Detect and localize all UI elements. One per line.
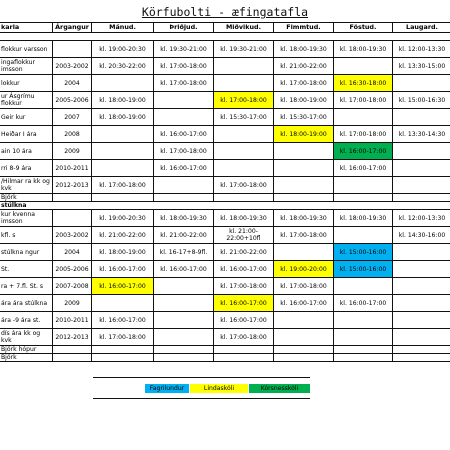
group-cell: Geir kur <box>0 109 53 126</box>
group-cell: Björk <box>0 354 53 362</box>
legend-lindaskoli: Lindaskóli <box>190 384 248 393</box>
year-cell <box>53 210 92 227</box>
table-row <box>0 143 450 160</box>
table-row <box>0 354 450 362</box>
table-row <box>0 295 450 312</box>
slot-monday <box>92 143 154 160</box>
slot-friday: kl. 15:00-16:00 <box>334 261 393 278</box>
group-cell: ingaflokkur imsson <box>0 58 53 75</box>
year-cell: 2004 <box>53 244 92 261</box>
slot-friday: kl. 15:00-16:00 <box>334 244 393 261</box>
year-cell <box>53 41 92 58</box>
table-row <box>0 58 450 75</box>
table-row <box>0 278 450 295</box>
header-saturday: Laugard. <box>393 23 450 33</box>
slot-wednesday: kl. 21:00- 22:00+10fl <box>214 227 274 244</box>
slot-tuesday <box>154 92 214 109</box>
slot-friday <box>334 177 393 194</box>
slot-wednesday <box>214 194 274 202</box>
slot-monday: kl. 18:00-19:00 <box>92 109 154 126</box>
slot-saturday <box>393 261 450 278</box>
slot-tuesday <box>154 346 214 354</box>
year-cell: 2012-2013 <box>53 177 92 194</box>
group-cell: rri 8-9 ára <box>0 160 53 177</box>
slot-tuesday: kl. 18:00-19:30 <box>154 210 214 227</box>
year-cell: 2008 <box>53 126 92 143</box>
slot-monday: kl. 16:00-17:00 <box>92 278 154 295</box>
slot-monday: kl. 16:00-17:00 <box>92 261 154 278</box>
group-cell: stúlkna ngur <box>0 244 53 261</box>
slot-monday: kl. 18:00-19:00 <box>92 92 154 109</box>
slot-friday: kl. 16:00-17:00 <box>334 143 393 160</box>
slot-saturday <box>393 346 450 354</box>
legend-korsnesskoli: Kórsnesskóli <box>249 384 310 393</box>
group-cell: flokkur varsson <box>0 41 53 58</box>
table-row <box>0 194 450 202</box>
slot-saturday <box>393 194 450 202</box>
slot-saturday <box>393 295 450 312</box>
year-cell: 2003-2002 <box>53 58 92 75</box>
year-cell: 2007 <box>53 109 92 126</box>
slot-saturday <box>393 177 450 194</box>
slot-friday: kl. 18:00-19:30 <box>334 41 393 58</box>
slot-wednesday <box>214 75 274 92</box>
slot-tuesday: kl. 16-17+8-9fl. <box>154 244 214 261</box>
slot-thursday: kl. 21:00-22:00 <box>274 58 334 75</box>
slot-monday: kl. 21:00-22:00 <box>92 227 154 244</box>
table-row <box>0 75 450 92</box>
slot-monday <box>92 295 154 312</box>
slot-tuesday: kl. 17:00-18:00 <box>154 58 214 75</box>
slot-friday: kl. 17:00-18:00 <box>334 126 393 143</box>
slot-monday <box>92 126 154 143</box>
year-cell <box>53 194 92 202</box>
slot-thursday <box>274 312 334 329</box>
slot-tuesday: kl. 19:30-21:00 <box>154 41 214 58</box>
slot-thursday: kl. 15:30-17:00 <box>274 109 334 126</box>
table-row <box>0 109 450 126</box>
legend <box>93 377 310 399</box>
group-cell: Björk hópur <box>0 346 53 354</box>
group-cell: Heiðar I ára <box>0 126 53 143</box>
slot-saturday <box>393 160 450 177</box>
slot-tuesday: kl. 21:00-22:00 <box>154 227 214 244</box>
slot-saturday <box>393 329 450 346</box>
table-row <box>0 41 450 58</box>
slot-friday: kl. 16:00-17:00 <box>334 160 393 177</box>
slot-tuesday <box>154 194 214 202</box>
slot-friday: kl. 16:30-18:00 <box>334 75 393 92</box>
slot-monday: kl. 19:00-20:30 <box>92 41 154 58</box>
slot-thursday <box>274 143 334 160</box>
slot-monday <box>92 75 154 92</box>
slot-friday <box>334 354 393 362</box>
year-cell: 2010-2011 <box>53 312 92 329</box>
slot-tuesday: kl. 17:00-18:00 <box>154 143 214 160</box>
slot-saturday <box>393 75 450 92</box>
slot-friday <box>334 227 393 244</box>
slot-thursday <box>274 177 334 194</box>
header-monday: Mánud. <box>92 23 154 33</box>
slot-thursday: kl. 16:00-17:00 <box>274 295 334 312</box>
group-cell: ain 10 ára <box>0 143 53 160</box>
schedule-body <box>0 33 450 362</box>
slot-thursday: kl. 19:00-20:00 <box>274 261 334 278</box>
slot-monday: kl. 19:00-20:30 <box>92 210 154 227</box>
slot-tuesday: kl. 16:00-17:00 <box>154 126 214 143</box>
slot-wednesday: kl. 18:00-19:30 <box>214 210 274 227</box>
header-group: karla <box>0 23 53 33</box>
slot-friday <box>334 109 393 126</box>
section-row <box>0 33 450 41</box>
slot-monday: kl. 17:00-18:00 <box>92 329 154 346</box>
slot-tuesday <box>154 329 214 346</box>
slot-tuesday <box>154 312 214 329</box>
year-cell: 2012-2013 <box>53 329 92 346</box>
slot-saturday <box>393 312 450 329</box>
legend-fagrilundur: Fagrilundur <box>145 384 189 393</box>
slot-friday: kl. 17:00-18:00 <box>334 92 393 109</box>
slot-wednesday: kl. 15:30-17:00 <box>214 109 274 126</box>
slot-wednesday: kl. 17:00-18:00 <box>214 177 274 194</box>
slot-friday: kl. 16:00-17:00 <box>334 295 393 312</box>
year-cell: 2010-2011 <box>53 160 92 177</box>
slot-thursday: kl. 18:00-19:00 <box>274 126 334 143</box>
slot-thursday <box>274 160 334 177</box>
year-cell: 2005-2006 <box>53 92 92 109</box>
slot-friday <box>334 346 393 354</box>
slot-monday: kl. 18:00-19:00 <box>92 244 154 261</box>
slot-tuesday: kl. 16:00-17:00 <box>154 160 214 177</box>
slot-saturday: kl. 14:30-16:00 <box>393 227 450 244</box>
slot-wednesday <box>214 143 274 160</box>
year-cell: 2004 <box>53 75 92 92</box>
table-row <box>0 92 450 109</box>
header-tuesday: Þriðjud. <box>154 23 214 33</box>
slot-wednesday <box>214 126 274 143</box>
slot-monday <box>92 346 154 354</box>
year-cell: 2003-2002 <box>53 227 92 244</box>
table-row <box>0 160 450 177</box>
slot-saturday <box>393 143 450 160</box>
slot-tuesday: kl. 16:00-17:00 <box>154 261 214 278</box>
slot-tuesday: kl. 17:00-18:00 <box>154 75 214 92</box>
table-row <box>0 210 450 227</box>
table-row <box>0 126 450 143</box>
slot-tuesday <box>154 278 214 295</box>
slot-wednesday: kl. 17:00-18:00 <box>214 92 274 109</box>
slot-wednesday: kl. 19:30-21:00 <box>214 41 274 58</box>
slot-saturday: kl. 12:00-13:30 <box>393 210 450 227</box>
header-thursday: Fimmtud. <box>274 23 334 33</box>
year-cell: 2009 <box>53 143 92 160</box>
slot-saturday: kl. 13:30-14:30 <box>393 126 450 143</box>
group-cell: Björk <box>0 194 53 202</box>
slot-saturday: kl. 13:30-15:00 <box>393 58 450 75</box>
table-row <box>0 329 450 346</box>
table-row <box>0 227 450 244</box>
slot-thursday: kl. 17:00-18:00 <box>274 227 334 244</box>
page-title: Körfubolti - æfingatafla <box>141 5 309 19</box>
slot-saturday: kl. 15:00-16:30 <box>393 92 450 109</box>
group-cell: kur kvenna imsson <box>0 210 53 227</box>
table-row <box>0 261 450 278</box>
year-cell: 2007-2008 <box>53 278 92 295</box>
group-cell: kfl. s <box>0 227 53 244</box>
slot-saturday <box>393 354 450 362</box>
slot-thursday <box>274 194 334 202</box>
table-row <box>0 312 450 329</box>
slot-monday <box>92 194 154 202</box>
year-cell <box>53 346 92 354</box>
year-cell: 2009 <box>53 295 92 312</box>
header-row <box>0 23 450 33</box>
slot-thursday: kl. 17:00-18:00 <box>274 278 334 295</box>
header-year: Árgangur <box>53 23 92 33</box>
header-friday: Föstud. <box>334 23 393 33</box>
table-row <box>0 244 450 261</box>
section-label <box>0 33 450 41</box>
slot-wednesday: kl. 21:00-22:00 <box>214 244 274 261</box>
year-cell: 2005-2006 <box>53 261 92 278</box>
slot-saturday: kl. 12:00-13:30 <box>393 41 450 58</box>
slot-tuesday <box>154 295 214 312</box>
slot-friday <box>334 312 393 329</box>
slot-friday <box>334 329 393 346</box>
slot-thursday <box>274 329 334 346</box>
slot-tuesday <box>154 177 214 194</box>
slot-monday <box>92 160 154 177</box>
schedule-table <box>0 22 450 362</box>
section-row <box>0 202 450 210</box>
group-cell: ára -9 ára st. <box>0 312 53 329</box>
slot-wednesday <box>214 58 274 75</box>
table-row <box>0 177 450 194</box>
slot-monday: kl. 17:00-18:00 <box>92 177 154 194</box>
slot-saturday <box>393 109 450 126</box>
slot-thursday <box>274 354 334 362</box>
year-cell <box>53 354 92 362</box>
group-cell: lokkur <box>0 75 53 92</box>
slot-monday: kl. 16:00-17:00 <box>92 312 154 329</box>
slot-tuesday <box>154 354 214 362</box>
slot-wednesday: kl. 17:00-18:00 <box>214 278 274 295</box>
group-cell: ára ára stúlkna <box>0 295 53 312</box>
header-wednesday: Miðvikud. <box>214 23 274 33</box>
slot-friday <box>334 278 393 295</box>
slot-wednesday: kl. 17:00-18:00 <box>214 329 274 346</box>
group-cell: ur Ásgrímu flokkur <box>0 92 53 109</box>
slot-friday: kl. 18:00-19:30 <box>334 210 393 227</box>
section-label: stúlkna <box>0 202 450 210</box>
slot-saturday <box>393 278 450 295</box>
slot-wednesday: kl. 16:00-17:00 <box>214 312 274 329</box>
group-cell: St. <box>0 261 53 278</box>
slot-thursday: kl. 17:00-18:00 <box>274 75 334 92</box>
slot-monday <box>92 354 154 362</box>
group-cell: /Hilmar ra kk og kvk <box>0 177 53 194</box>
group-cell: ra + 7.fl. St. s <box>0 278 53 295</box>
slot-thursday: kl. 18:00-19:30 <box>274 41 334 58</box>
table-row <box>0 346 450 354</box>
slot-thursday <box>274 244 334 261</box>
slot-friday <box>334 58 393 75</box>
slot-thursday <box>274 346 334 354</box>
slot-thursday: kl. 18:00-19:30 <box>274 210 334 227</box>
slot-monday: kl. 20:30-22:00 <box>92 58 154 75</box>
slot-wednesday <box>214 346 274 354</box>
slot-tuesday <box>154 109 214 126</box>
slot-friday <box>334 194 393 202</box>
slot-wednesday: kl. 16:00-17:00 <box>214 295 274 312</box>
group-cell: dís ára kk og kvk <box>0 329 53 346</box>
slot-wednesday: kl. 16:00-17:00 <box>214 261 274 278</box>
slot-saturday <box>393 244 450 261</box>
slot-thursday: kl. 18:00-19:00 <box>274 92 334 109</box>
slot-wednesday <box>214 160 274 177</box>
slot-wednesday <box>214 354 274 362</box>
